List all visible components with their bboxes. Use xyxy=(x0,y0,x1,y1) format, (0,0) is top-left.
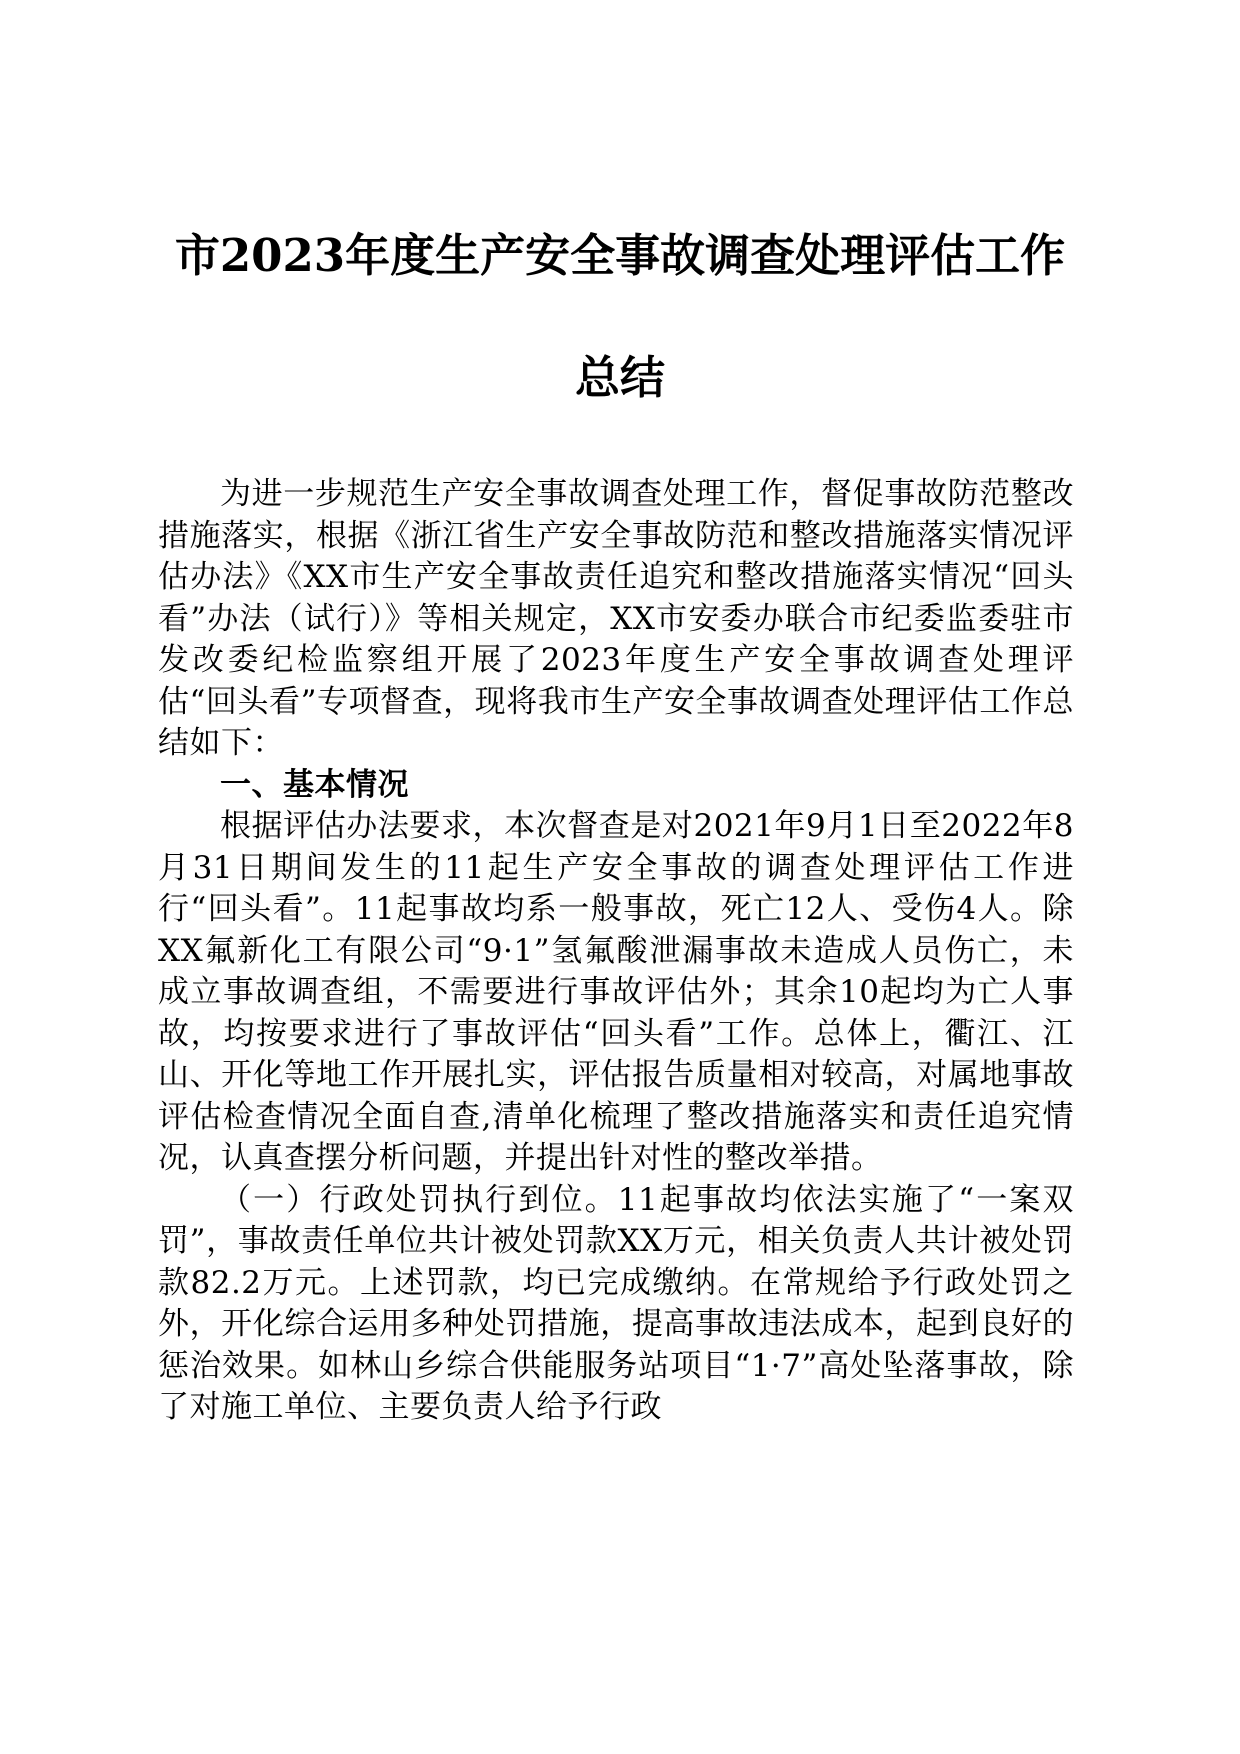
document-body xyxy=(158,474,1074,1429)
intro-paragraph: 为进一步规范生产安全事故调查处理工作，督促事故防范整改措施落实，根据《浙江省生产安全事故防范和整改措施落实情况评估办法》《XX市生产安全事故责任追究和整改措施落实情况“回头看”办法（试行）》等相关规定，XX市安委办联合市纪委监委驻市发改委纪检监察组开展了2023年度生产安全事故调查处理评估“回头看”专项督查，现将我市生产安全事故调查处理评估工作总结如下： xyxy=(158,476,1074,761)
document-title-line-1: 市2023年度生产安全事故调查处理评估工作 xyxy=(174,229,1066,282)
basic-situation-paragraph: 根据评估办法要求，本次督查是对2021年9月1日至2022年8月31日期间发生的11起生产安全事故的调查处理评估工作进行“回头看”。11起事故均系一般事故，死亡12人、受伤4人。除XX氟新化工有限公司“9·1”氢氟酸泄漏事故未造成人员伤亡，未成立事故调查组，不需要进行事故评估外；其余10起均为亡人事故，均按要求进行了事故评估“回头看”工作。总体上，衢江、江山、开化等地工作开展扎实，评估报告质量相对较高，对属地事故评估检查情况全面自查,清单化梳理了整改措施落实和责任追究情况，认真查摆分析问题，并提出针对性的整改举措。 xyxy=(158,808,1074,1176)
section-heading-basic-situation: 一、基本情况 xyxy=(220,766,409,803)
administrative-penalty-paragraph: （一）行政处罚执行到位。11起事故均依法实施了“一案双罚”，事故责任单位共计被处罚款XX万元，相关负责人共计被处罚款82.2万元。上述罚款，均已完成缴纳。在常规给予行政处罚之外，开化综合运用多种处罚措施，提高事故违法成本，起到良好的惩治效果。如林山乡综合供能服务站项目“1·7”高处坠落事故，除了对施工单位、主要负责人给予行政 xyxy=(158,1181,1074,1425)
document-title-line-2: 总结 xyxy=(574,351,665,404)
